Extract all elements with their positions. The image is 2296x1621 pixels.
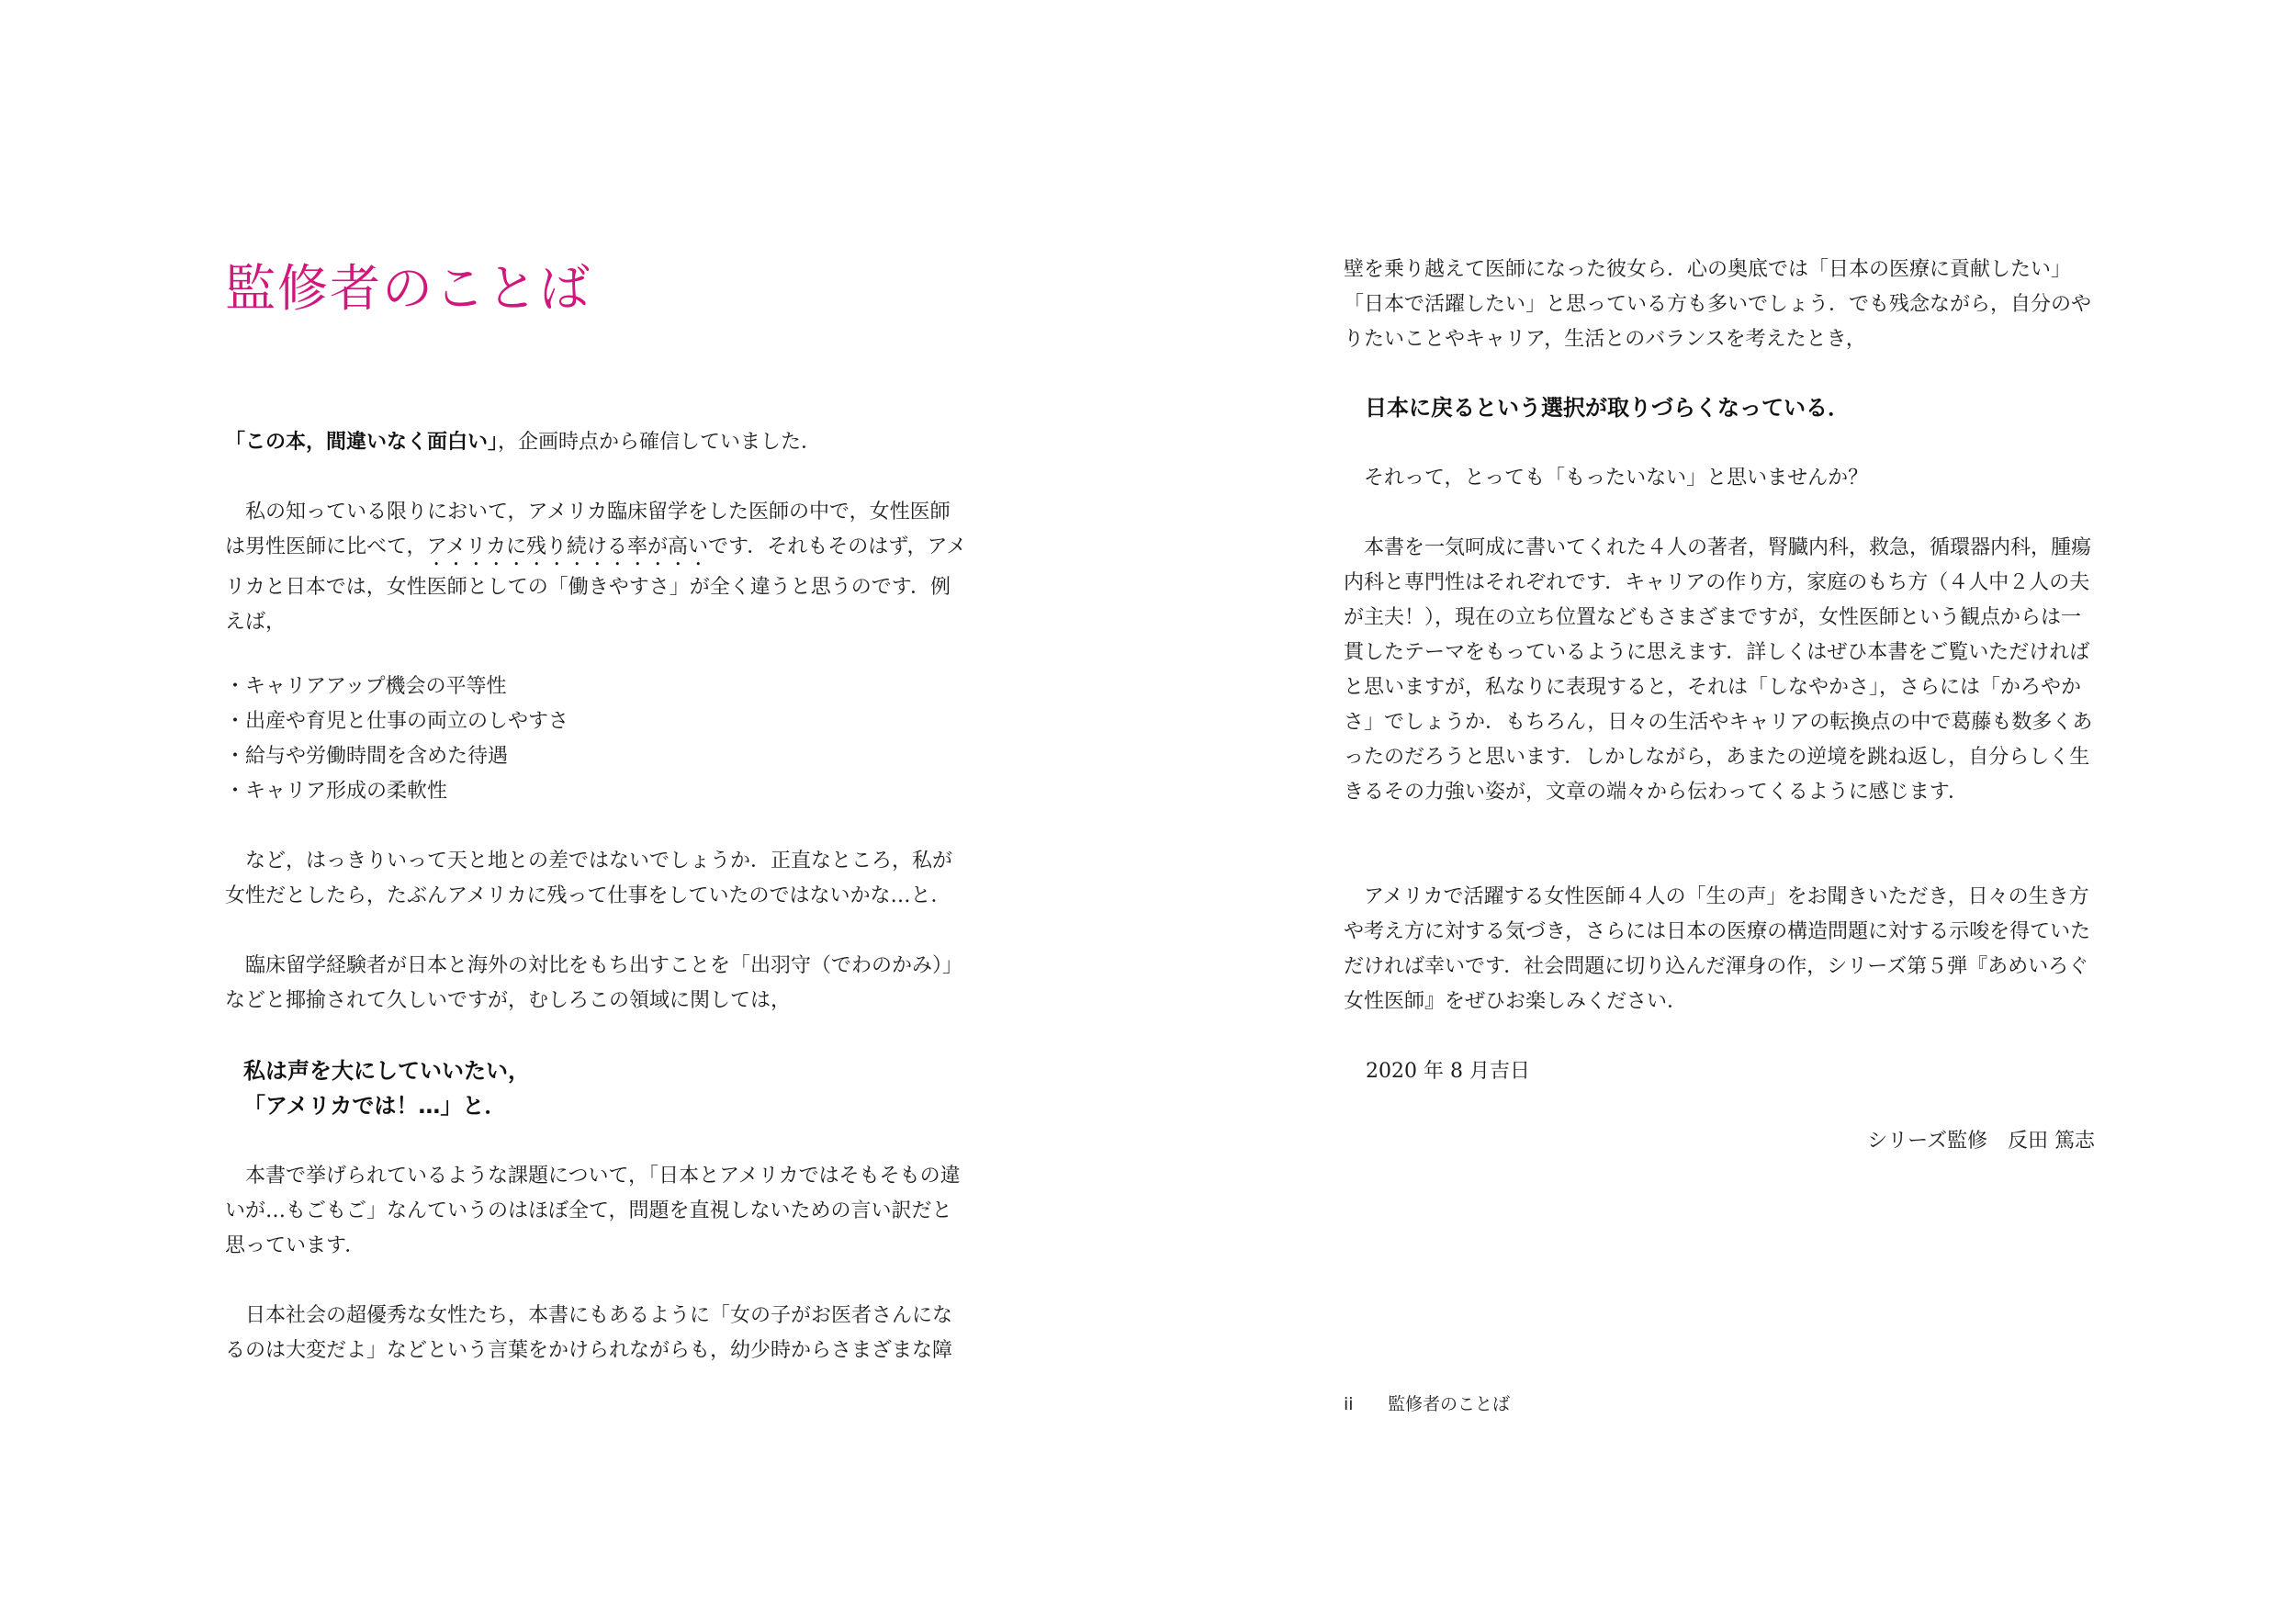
paragraph-2: など，はっきりいって天と地との差ではないでしょうか．正直なところ，私が女性だとしたら，たぶんアメリカに残って仕事をしていたのではないかな…と． (225, 850, 953, 907)
paragraph-1-emphasis: アメリカに残り続ける率が高い (426, 535, 709, 558)
right-page (1148, 0, 2296, 1621)
bullet-item: ・キャリア形成の柔軟性 (225, 780, 448, 803)
intro-paragraph (225, 425, 969, 460)
right-emphasis: 日本に戻るという選択が取りづらくなっている． (1365, 395, 1850, 421)
right-paragraph-4: アメリカで活躍する女性医師４人の「生の声」をお聞きいただき，日々の生き方や考え方に対する気づき，さらには日本の医療の構造問題に対する示唆を得ていただければ幸いです．社会問題に切り込んだ渾身の作，シリーズ第５弾『あめいろぐ女性医師』をぜひお楽しみください． (1344, 885, 2091, 1013)
bullet-item: ・出産や育児と仕事の両立のしやすさ (225, 710, 569, 733)
paragraph-1-b: です．それもそのはず，アメリカと日本では，女性医師としての「働きやすさ」が全く違うと思うのです．例えば， (225, 535, 967, 634)
page-number: ii (1344, 1394, 1354, 1414)
emphasis-line-1: 私は声を大にしていいたい， (243, 1058, 530, 1084)
bullet-item: ・キャリアアップ機会の平等性 (225, 675, 507, 698)
running-title: 監修者のことば (1388, 1394, 1511, 1414)
intro-quote: 「この本，間違いなく面白い」 (225, 431, 499, 454)
page-footer (1344, 1390, 1510, 1415)
signature: シリーズ監修 反田 篤志 (1867, 1130, 2095, 1153)
paragraph-4: 本書で挙げられているような課題について，「日本とアメリカではそもそもの違いが…もごもご」なんていうのはほぼ全て，問題を直視しないための言い訳だと思っています． (225, 1165, 961, 1257)
date: 2020 年 8 月吉日 (1366, 1060, 1530, 1083)
paragraph-1 (225, 495, 969, 640)
bullet-item: ・給与や労働時間を含めた待遇 (225, 745, 509, 768)
paragraph-3: 臨床留学経験者が日本と海外の対比をもち出すことを「出羽守（でわのかみ）」などと揶揄されて久しいですが，むしろこの領域に関しては， (225, 954, 963, 1012)
page-title: 監修者のことば (225, 259, 592, 318)
right-paragraph-2: それって，とっても「もったいない」と思いませんか？ (1344, 467, 1869, 490)
right-paragraph-3: 本書を一気呵成に書いてくれた４人の著者，腎臓内科，救急，循環器内科，腫瘍内科と専門性はそれぞれです．キャリアの作り方，家庭のもち方（４人中２人の夫が主夫！），現在の立ち位置などもさまざまですが，女性医師という観点からは一貫したテーマをもっているように思えます．詳しくはぜひ本書をご覧いただければと思いますが，私なりに表現すると，それは「しなやかさ」，さらには「かろやかさ」でしょうか．もちろん，日々の生活やキャリアの転換点の中で葛藤も数多くあったのだろうと思います．しかしながら，あまたの逆境を跳ね返し，自分らしく生きるその力強い姿が，文章の端々から伝わってくるように感じます． (1344, 536, 2093, 804)
paragraph-5: 日本社会の超優秀な女性たち，本書にもあるように「女の子がお医者さんになるのは大変だよ」などという言葉をかけられながらも，幼少時からさまざまな障 (225, 1304, 953, 1362)
paragraph-1-a: 私の知っている限りにおいて，アメリカ臨床留学をした医師の中で，女性医師は男性医師に比べて， (225, 501, 951, 558)
emphasis-line-2: 「アメリカでは！…」と． (243, 1093, 507, 1119)
right-paragraph-1: 壁を乗り越えて医師になった彼女ら．心の奥底では「日本の医療に貢献したい」「日本で活躍したい」と思っている方も多いでしょう．でも残念ながら，自分のやりたいことやキャリア，生活とのバランスを考えたとき， (1344, 258, 2092, 351)
intro-rest: ，企画時点から確信していました． (498, 431, 822, 454)
bullet-list (225, 670, 969, 809)
